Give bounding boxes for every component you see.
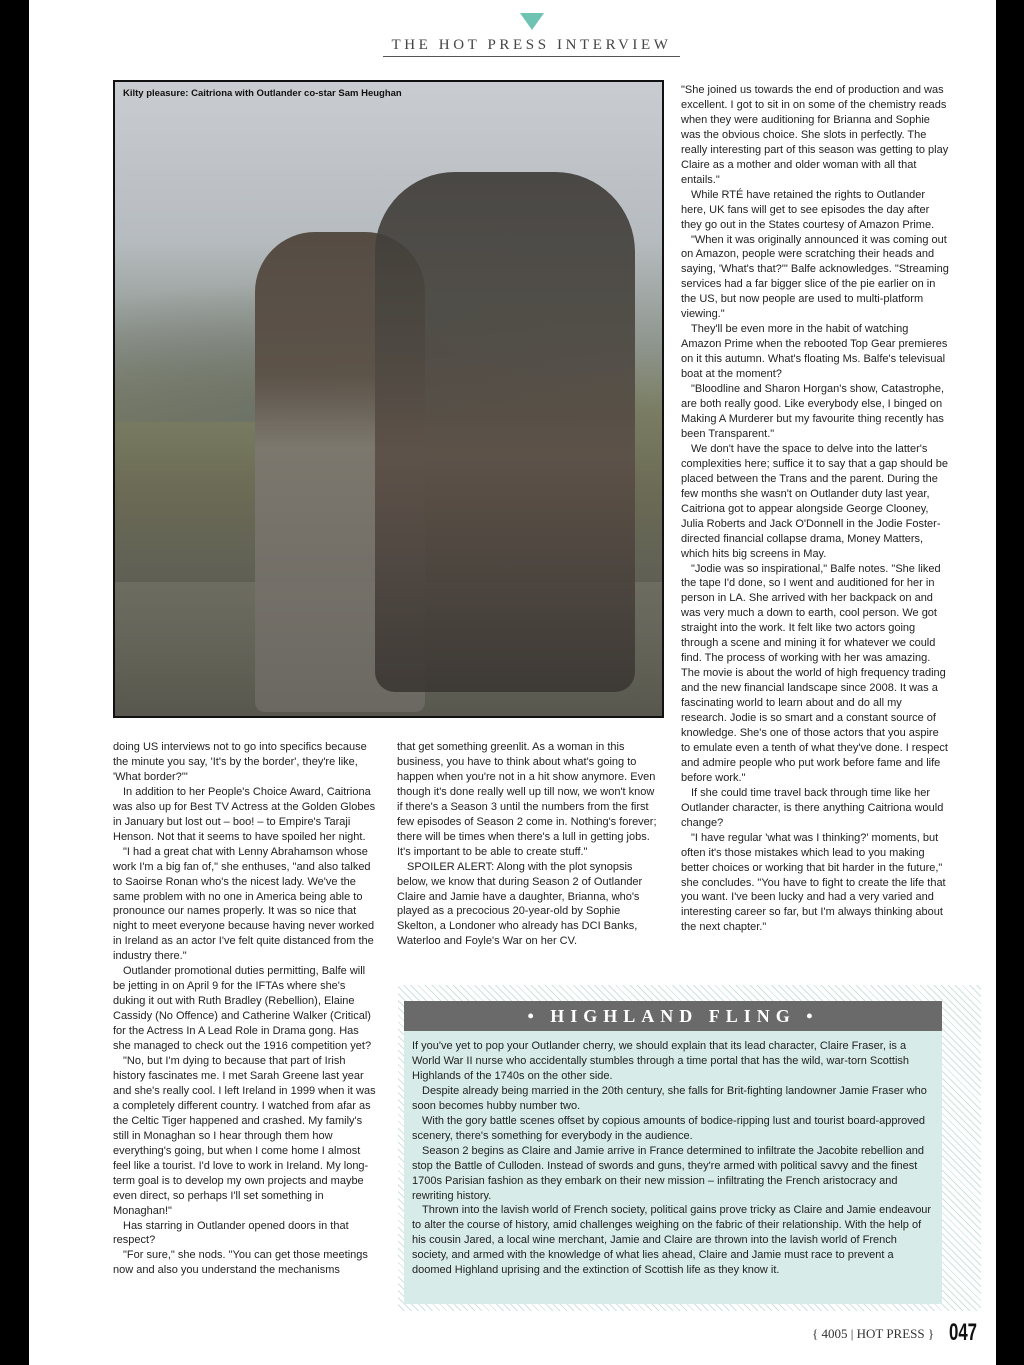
paragraph: SPOILER ALERT: Along with the plot synopsis below, we know that during Season 2 of Outlander Claire and Jamie have a daughter, Brianna, who's played as a precocious 20-year-old by Sophie Skelton, a Londoner who already has DCI Banks, Waterloo and Foyle's War on her CV. [397, 860, 643, 948]
paragraph: "I had a great chat with Lenny Abrahamson whose work I'm a big fan of," she enthuses, "and also talked to Saoirse Ronan who's the nicest lady. We've the same problem with no one in America being able to pronounce our names properly. It was so nice that night to meet everyone because having never worked in Ireland as an actor I've felt quite distanced from the industry there." [113, 845, 375, 963]
paragraph: Despite already being married in the 20th century, she falls for Brit-fighting landowner Jamie Fraser who soon becomes hubby number two. [412, 1084, 927, 1112]
paragraph: "For sure," she nods. "You can get those meetings now and also you understand the mechanisms [113, 1249, 368, 1277]
folio: { 4005 | HOT PRESS } [812, 1326, 935, 1341]
article-column-2 [397, 740, 660, 949]
article-column-1 [113, 740, 376, 1278]
paragraph: "Jodie was so inspirational," Balfe notes. "She liked the tape I'd done, so I went and auditioned for her in person in LA. She arrived with her backpack on and was very much a down to earth, cool person. We got straight into the work. It felt like two actors going through a scene and mining it for whatever we could find. The process of working with her was amazing. The movie is about the world of high frequency trading and the new financial landscape since 2008. It was a fascinating world to learn about and do all my research. Jodie is so smart and a constant source of knowledge. She's one of those actors that you aspire to emulate even a tenth of what they've done. I respect and admire people who put work before fame and life before work." [681, 562, 948, 784]
feature-photo [113, 80, 664, 718]
paragraph: If she could time travel back through time like her Outlander character, is there anything Caitriona would change? [681, 786, 944, 829]
paragraph: They'll be even more in the habit of watching Amazon Prime when the rebooted Top Gear premieres on it this autumn. What's floating Ms. Balfe's televisual boat at the moment? [681, 323, 948, 381]
left-border [0, 0, 29, 1365]
section-kicker: THE HOT PRESS INTERVIEW [383, 37, 680, 57]
sidebar-body [404, 1031, 942, 1286]
paragraph: We don't have the space to delve into the latter's complexities here; suffice it to say that a gap should be placed between the Trans and the parent. During the few months she wasn't on Outlander duty last year, Caitriona got to appear alongside George Clooney, Julia Roberts and Jack O'Donnell in the Jodie Foster-directed financial collapse drama, Money Matters, which hits big screens in May. [681, 442, 949, 560]
sidebar-box [404, 1001, 942, 1304]
paragraph: Outlander promotional duties permitting, Balfe will be jetting in on April 9 for the IFTAs where she's duking it out with Ruth Bradley (Rebellion), Elaine Cassidy (No Offence) and Catherine Walker (Critical) for the Actress In A Lead Role in Drama gong. Has she managed to check out the 1916 competition yet? [113, 965, 372, 1053]
paragraph: that get something greenlit. As a woman in this business, you have to think about what's going to happen when you're not in a hit show anymore. Even though it's done really well up till now, we won't know if there's a Season 3 until the numbers from the first few episodes of Season 2 come in. Nothing's forever; there will be times when there's a lull in getting jobs. It's important to be able to create stuff." [397, 741, 657, 858]
paragraph: "Bloodline and Sharon Horgan's show, Catastrophe, are both really good. Like everybody else, I binged on Making A Murderer but my favourite thing recently has been Transparent." [681, 383, 945, 440]
paragraph: "When it was originally announced it was coming out on Amazon, people were scratching their heads and saying, 'What's that?'" Balfe acknowledges. "Streaming services had a far bigger slice of the pie earlier on in the US, but now people are used to multi-platform viewing." [681, 233, 949, 321]
paragraph: "I have regular 'what was I thinking?' moments, but often it's those mistakes which lead to you making better choices or working that bit harder in the future," she concludes. "You have to fight to create the life that you want. I've been lucky and had a very varied and interesting career so far, but I'm always thinking about the next chapter." [681, 831, 946, 934]
right-border [996, 0, 1024, 1365]
paragraph: If you've yet to pop your Outlander cherry, we should explain that its lead character, Claire Fraser, is a World War II nurse who accidentally stumbles through a time portal that has the wild, war-torn Scottish Highlands of the 1740s on the other side. [412, 1040, 910, 1082]
paragraph: In addition to her People's Choice Award, Caitriona was also up for Best TV Actress at the Golden Globes in January but lost out – boo! – to Empire's Taraji Henson. Not that it seems to have spoiled her night. [113, 785, 376, 843]
paragraph: Has starring in Outlander opened doors in that respect? [113, 1219, 349, 1247]
paragraph: While RTÉ have retained the rights to Outlander here, UK fans will get to see episodes the day after they go out in the States courtesy of Amazon Prime. [681, 188, 935, 231]
paragraph: doing US interviews not to go into specifics because the minute you say, 'It's by the border', they're like, 'What border?'" [113, 741, 367, 783]
photo-caption: Kilty pleasure: Caitriona with Outlander co-star Sam Heughan [123, 88, 402, 99]
paragraph: Thrown into the lavish world of French society, political gains prove tricky as Claire and Jamie endeavour to alter the course of history, amid challenges weighing on the fabric of their relationship. With the help of his cousin Jared, a local wine merchant, Jamie and Claire are thrown into the lavish world of French society, and armed with the knowledge of what lies ahead, Claire and Jamie must race to prevent a doomed Highland uprising and the extinction of Scottish life as they know it. [412, 1204, 932, 1277]
article-column-3 [681, 83, 949, 935]
paragraph: "No, but I'm dying to because that part of Irish history fascinates me. I met Sarah Greene last year and she's really cool. I left Ireland in 1999 when it was a completely different country. I watched from afar as the Celtic Tiger happened and crashed. My family's still in Monaghan so I hear through them how everything's going, but when I come home I almost feel like a tourist. I'd love to work in Ireland. My long-term goal is to develop my own projects and maybe even direct, so perhaps I'll set something in Monaghan!" [113, 1055, 376, 1217]
sidebar-title: • HIGHLAND FLING • [404, 1001, 942, 1031]
triangle-marker-icon [520, 13, 544, 30]
photo-figure-man [375, 172, 635, 692]
paragraph: With the gory battle scenes offset by copious amounts of bodice-ripping lust and tourist board-approved scenery, there's something for everybody in the audience. [412, 1114, 926, 1142]
page-number: 047 [949, 1319, 978, 1346]
paragraph: Season 2 begins as Claire and Jamie arrive in France determined to infiltrate the Jacobite rebellion and stop the Battle of Culloden. Instead of swords and guns, they're armed with political savvy and the finest 1700s Parisian fashion as they embark on their new mission – infiltrating the French aristocracy and rewriting history. [412, 1144, 925, 1202]
paragraph: "She joined us towards the end of production and was excellent. I got to sit in on some of the chemistry reads when they were auditioning for Brianna and Sophie was the obvious choice. She slots in perfectly. The really interesting part of this season was getting to play Claire as a mother and older woman with all that entails." [681, 84, 949, 186]
